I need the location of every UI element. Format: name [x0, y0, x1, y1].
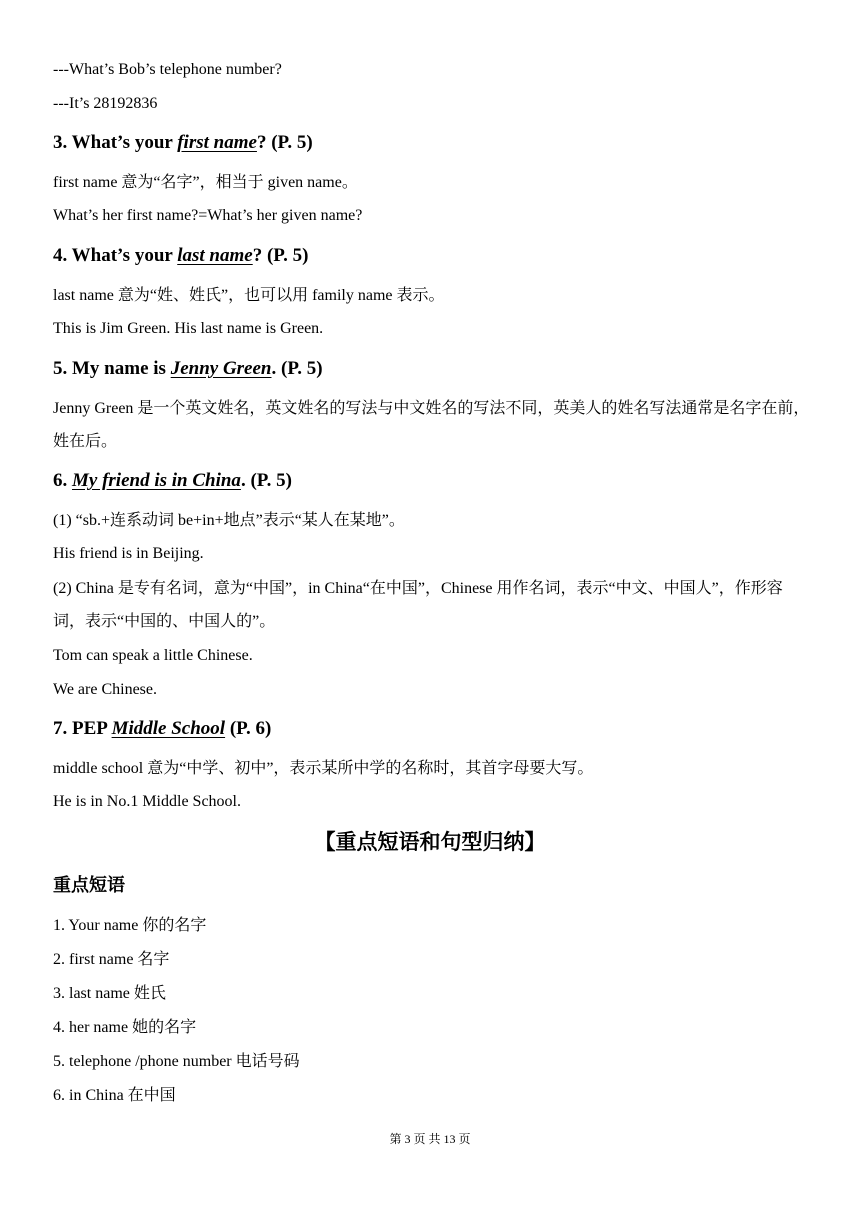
heading-6 [53, 469, 292, 493]
s6-line-2: His friend is in Beijing. [53, 545, 204, 562]
heading-6-keyword: My friend is in China [72, 470, 241, 491]
dialogue-answer: ---It’s 28192836 [53, 95, 158, 112]
phrase-item: 1. Your name 你的名字 [53, 917, 207, 934]
summary-title: 【重点短语和句型归纳】 [314, 830, 546, 854]
s3-line-2: What’s her first name?=What’s her given name? [53, 207, 363, 224]
heading-3-prefix: 3. What’s your [53, 132, 178, 153]
s6-line-1: (1) “sb.+连系动词 be+in+地点”表示“某人在某地”。 [53, 512, 405, 529]
phrase-item: 3. last name 姓氏 [53, 985, 166, 1002]
heading-7-suffix: (P. 6) [225, 718, 272, 739]
dialogue-question: ---What’s Bob’s telephone number? [53, 61, 282, 78]
heading-3 [53, 131, 313, 155]
heading-4 [53, 244, 309, 268]
summary-subtitle: 重点短语 [53, 875, 125, 896]
heading-5-keyword: Jenny Green [170, 358, 272, 379]
heading-6-prefix: 6. [53, 470, 72, 491]
s7-line-2: He is in No.1 Middle School. [53, 793, 241, 810]
heading-6-suffix: . (P. 5) [240, 470, 292, 491]
s6-line-3: Tom can speak a little Chinese. [53, 647, 253, 664]
s3-line-1: first name 意为“名字”，相当于 given name。 [53, 174, 358, 191]
heading-7-keyword: Middle School [111, 718, 226, 739]
phrase-item: 4. her name 她的名字 [53, 1019, 197, 1036]
heading-3-suffix: ? (P. 5) [256, 132, 313, 153]
heading-3-keyword: first name [177, 132, 257, 153]
s4-line-1: last name 意为“姓、姓氏”，也可以用 family name 表示。 [53, 287, 445, 304]
phrase-item: 2. first name 名字 [53, 951, 170, 968]
heading-7 [53, 717, 271, 741]
phrase-item: 6. in China 在中国 [53, 1087, 176, 1104]
heading-5-suffix: . (P. 5) [271, 358, 323, 379]
heading-5-prefix: 5. My name is [53, 358, 171, 379]
phrase-item: 5. telephone /phone number 电话号码 [53, 1053, 300, 1070]
s7-line-1: middle school 意为“中学、初中”，表示某所中学的名称时，其首字母要大写。 [53, 760, 594, 777]
s4-line-2: This is Jim Green. His last name is Green. [53, 320, 324, 337]
heading-7-prefix: 7. PEP [53, 718, 112, 739]
heading-4-suffix: ? (P. 5) [252, 245, 309, 266]
heading-5 [53, 357, 323, 381]
heading-4-keyword: last name [177, 245, 253, 266]
heading-4-prefix: 4. What’s your [53, 245, 178, 266]
s6-paragraph: (2) China 是专有名词，意为“中国”，in China“在中国”，Chinese 用作名词，表示“中文、中国人”，作形容词，表示“中国的、中国人的”。 [53, 580, 783, 630]
s6-line-4: We are Chinese. [53, 681, 157, 698]
s5-paragraph: Jenny Green 是一个英文姓名，英文姓名的写法与中文姓名的写法不同，英美人的姓名写法通常是名字在前，姓在后。 [53, 400, 810, 450]
page-footer: 第 3 页 共 13 页 [389, 1132, 471, 1146]
